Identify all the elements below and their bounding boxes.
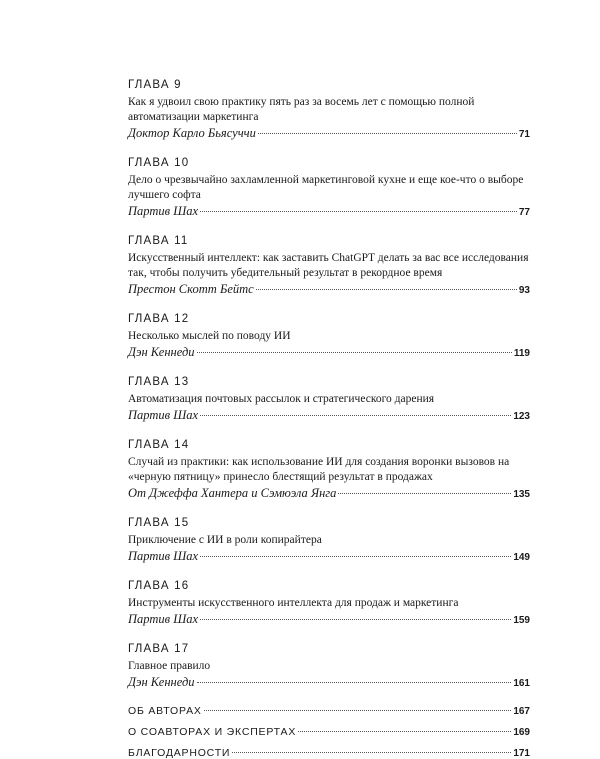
dot-leader: [298, 731, 511, 732]
section-page-number: 167: [513, 706, 530, 717]
chapter-label: ГЛАВА 13: [128, 376, 190, 388]
toc-chapter-17: [128, 642, 530, 692]
dot-leader: [197, 682, 512, 683]
dot-leader: [258, 133, 517, 134]
chapter-author-row: [128, 674, 530, 692]
toc-back-matter: [128, 705, 530, 759]
chapter-page-number: 71: [518, 129, 530, 140]
chapter-page-number: 149: [513, 552, 530, 563]
chapter-author-row: [128, 611, 530, 629]
toc-chapter-16: [128, 579, 530, 629]
chapter-title: Инструменты искусственного интеллекта для продаж и маркетинга: [128, 597, 459, 609]
chapter-author-row: [128, 548, 530, 566]
chapter-author-row: [128, 203, 530, 221]
section-title: О СОАВТОРАХ И ЭКСПЕРТАХ: [128, 726, 297, 738]
chapter-page-number: 77: [518, 207, 530, 218]
chapter-title: Приключение с ИИ в роли копирайтера: [128, 534, 322, 546]
toc-chapter-10: [128, 156, 530, 221]
chapter-author: Партив Шах: [128, 549, 199, 563]
dot-leader: [200, 556, 511, 557]
toc-about-coauthors: [128, 726, 530, 738]
chapter-label: ГЛАВА 10: [128, 157, 190, 169]
section-page-number: 171: [513, 748, 530, 759]
chapter-title: Случай из практики: как использование ИИ для создания воронки вызовов на «черную пятницу» принесло блестящий результат в продажах: [128, 456, 510, 483]
chapter-author: От Джеффа Хантера и Сэмюэла Янга: [128, 486, 337, 500]
toc-about-authors: [128, 705, 530, 717]
chapter-author: Дэн Кеннеди: [128, 345, 195, 359]
dot-leader: [204, 710, 512, 711]
dot-leader: [338, 493, 511, 494]
dot-leader: [200, 415, 511, 416]
chapter-list: [128, 78, 530, 692]
chapter-title: Главное правило: [128, 660, 211, 672]
chapter-label: ГЛАВА 11: [128, 235, 189, 247]
chapter-page-number: 159: [513, 615, 530, 626]
toc-chapter-13: [128, 375, 530, 425]
toc-chapter-9: [128, 78, 530, 143]
chapter-label: ГЛАВА 15: [128, 517, 190, 529]
toc-chapter-15: [128, 516, 530, 566]
dot-leader: [200, 211, 517, 212]
section-title: БЛАГОДАРНОСТИ: [128, 747, 231, 759]
chapter-author-row: [128, 485, 530, 503]
chapter-author-row: [128, 407, 530, 425]
toc-acknowledgments: [128, 747, 530, 759]
chapter-title: Автоматизация почтовых рассылок и стратегического дарения: [128, 393, 435, 405]
section-title: ОБ АВТОРАХ: [128, 705, 202, 717]
chapter-page-number: 119: [513, 348, 530, 359]
chapter-author: Партив Шах: [128, 408, 199, 422]
chapter-title: Как я удвоил свою практику пять раз за восемь лет с помощью полной автоматизации маркетинга: [128, 96, 475, 123]
dot-leader: [197, 352, 512, 353]
chapter-author: Дэн Кеннеди: [128, 675, 195, 689]
chapter-page-number: 161: [513, 678, 530, 689]
chapter-author: Доктор Карло Бьясуччи: [128, 126, 256, 140]
chapter-author: Партив Шах: [128, 204, 199, 218]
chapter-page-number: 93: [518, 285, 530, 296]
chapter-label: ГЛАВА 14: [128, 439, 190, 451]
chapter-author-row: [128, 281, 530, 299]
chapter-label: ГЛАВА 12: [128, 313, 190, 325]
chapter-author: Партив Шах: [128, 612, 199, 626]
dot-leader: [200, 619, 511, 620]
dot-leader: [256, 289, 517, 290]
chapter-page-number: 123: [513, 411, 530, 422]
chapter-author-row: [128, 125, 530, 143]
dot-leader: [232, 752, 511, 753]
chapter-label: ГЛАВА 16: [128, 580, 190, 592]
chapter-page-number: 135: [513, 489, 530, 500]
chapter-label: ГЛАВА 17: [128, 643, 190, 655]
toc-chapter-12: [128, 312, 530, 362]
chapter-title: Искусственный интеллект: как заставить ChatGPT делать за вас все исследования так, чтобы получить убедительный результат в рекордное время: [128, 252, 529, 279]
toc-chapter-11: [128, 234, 530, 299]
chapter-title: Несколько мыслей по поводу ИИ: [128, 330, 291, 342]
chapter-label: ГЛАВА 9: [128, 79, 182, 91]
section-page-number: 169: [513, 727, 530, 738]
toc-chapter-14: [128, 438, 530, 503]
chapter-author: Престон Скотт Бейтс: [128, 282, 254, 296]
chapter-author-row: [128, 344, 530, 362]
chapter-title: Дело о чрезвычайно захламленной маркетинговой кухне и еще кое-что о выборе лучшего софта: [128, 174, 524, 201]
